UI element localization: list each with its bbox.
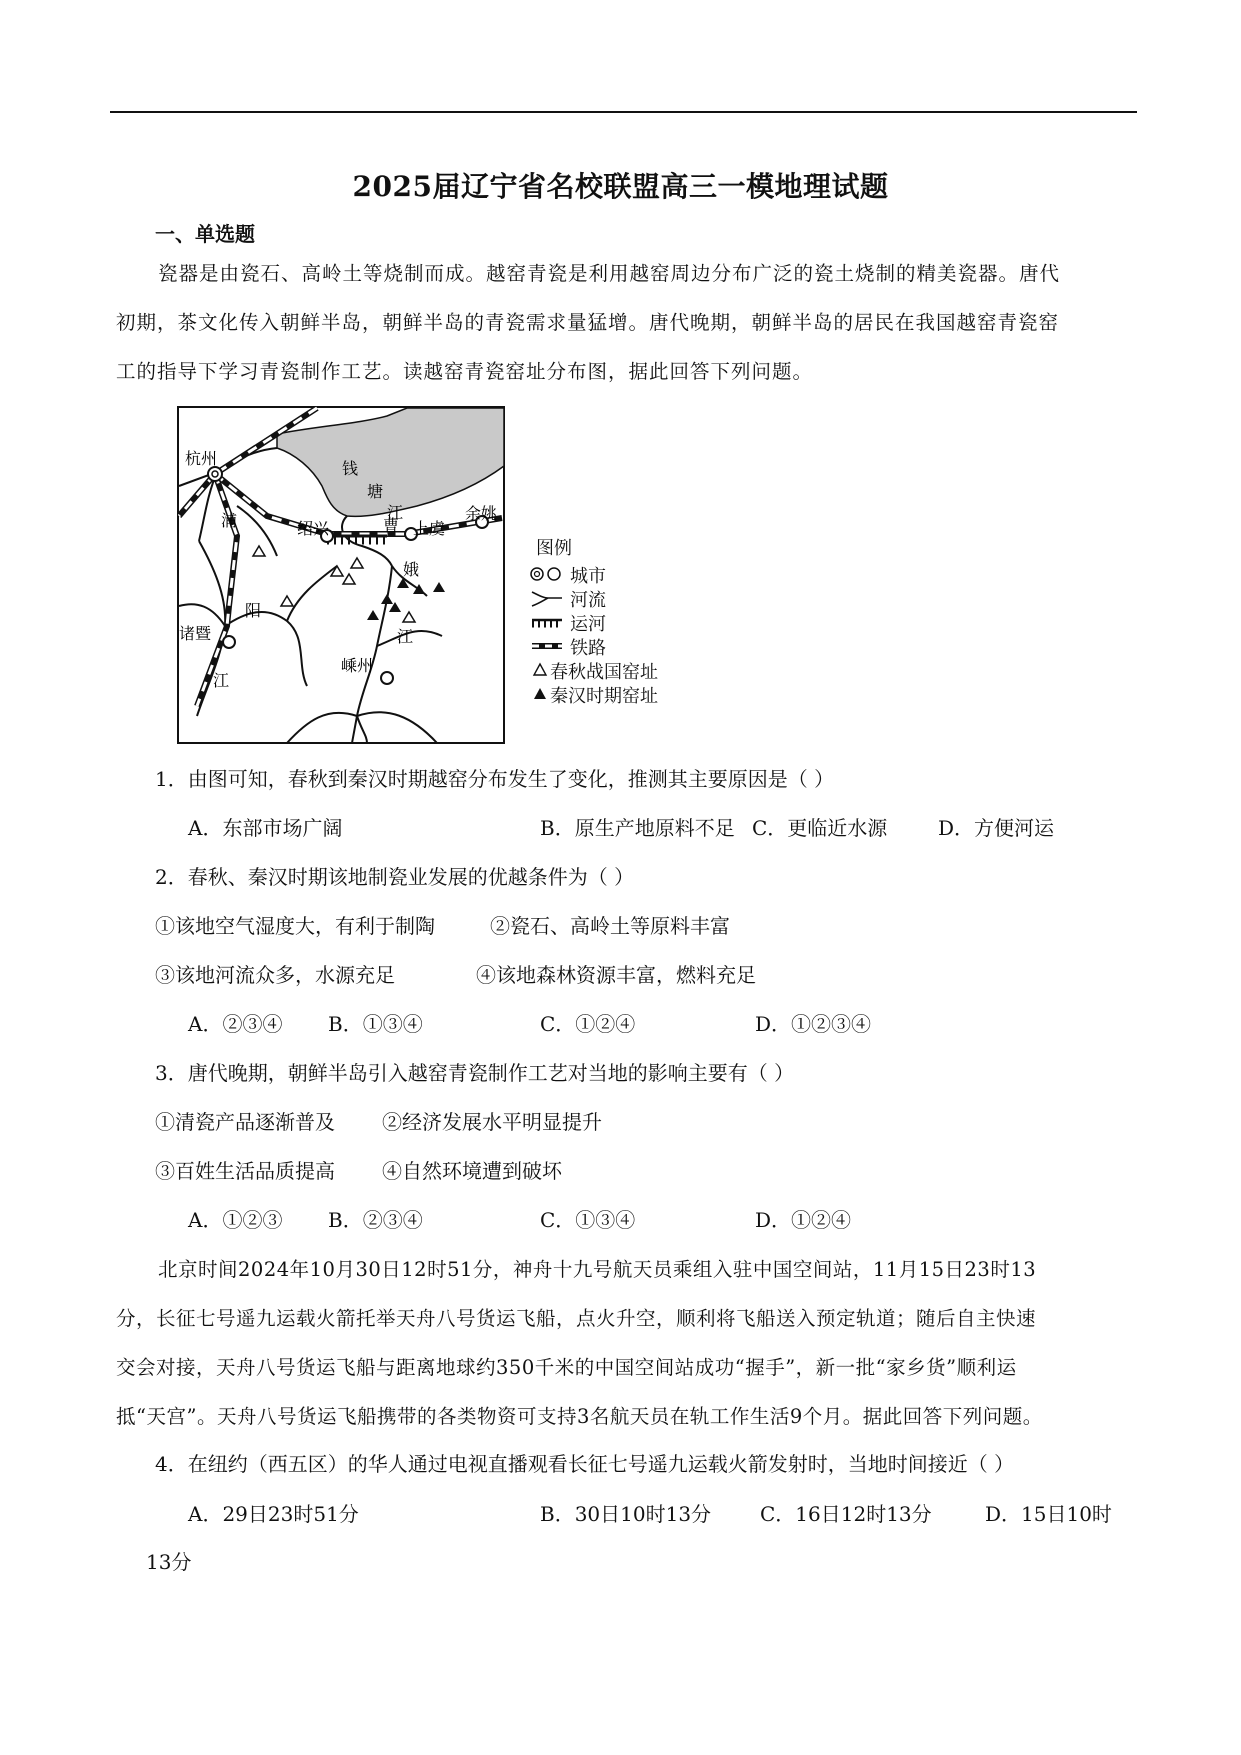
question-3-option-d[interactable]: D．①②④ [755,1208,852,1232]
question-1-option-d[interactable]: D．方便河运 [938,816,1055,840]
qin-han-kiln-icon [532,686,548,702]
legend-spring-autumn-kiln: 春秋战国窑址 [550,662,658,683]
question-1-option-b[interactable]: B．原生产地原料不足 [540,816,735,840]
passage-2 [116,1245,1136,1441]
legend-qin-han-kiln: 秦汉时期窑址 [550,686,658,707]
river-label-qian: 钱 [342,459,359,478]
question-3-option-a[interactable]: A．①②③ [188,1208,283,1232]
map-figure [177,406,505,744]
question-3-option-c[interactable]: C．①③④ [540,1208,636,1232]
section-heading: 一、单选题 [155,222,255,246]
question-3-statement-4: ④自然环境遭到破坏 [382,1159,562,1183]
question-2-option-c[interactable]: C．①②④ [540,1012,636,1036]
river-label-jiang-3: 江 [397,627,414,646]
passage-1-line: 初期，茶文化传入朝鲜半岛，朝鲜半岛的青瓷需求量猛增。唐代晚期，朝鲜半岛的居民在我国越窑青瓷窑 [116,311,1060,334]
passage-2-line: 分，长征七号遥九运载火箭托举天舟八号货运飞船，点火升空，顺利将飞船送入预定轨道；随后自主快速 [116,1307,1037,1330]
question-2-statement-2: ②瓷石、高岭土等原料丰富 [490,914,730,938]
legend-river: 河流 [570,590,606,611]
question-1-option-c[interactable]: C．更临近水源 [752,816,888,840]
question-2-statement-4: ④该地森林资源丰富，燃料充足 [476,963,756,987]
river-label-tang: 塘 [367,482,384,501]
question-4-option-a[interactable]: A．29日23时51分 [188,1502,359,1526]
question-2-statement-1: ①该地空气湿度大，有利于制陶 [155,914,435,938]
passage-2-line: 抵“天宫”。天舟八号货运飞船携带的各类物资可支持3名航天员在轨工作生活9个月。据此回答下列问题。 [116,1405,1043,1428]
question-4-stem: 4．在纽约（西五区）的华人通过电视直播观看长征七号遥九运载火箭发射时，当地时间接近（ ） [155,1452,1015,1476]
city-symbol-icon [530,564,564,584]
city-label-yuyao: 余姚 [465,504,498,523]
railway-symbol-icon [530,636,564,656]
river-label-e: 娥 [403,560,420,579]
river-symbol-icon [530,588,564,608]
question-4-option-c[interactable]: C．16日12时13分 [760,1502,932,1526]
question-4-option-d-continued: 13分 [146,1550,192,1574]
canal-symbol-icon [530,612,564,632]
question-2-option-a[interactable]: A．②③④ [188,1012,283,1036]
legend-canal: 运河 [570,614,606,635]
question-2-stem: 2．春秋、秦汉时期该地制瓷业发展的优越条件为（ ） [155,865,635,889]
kiln-site-map [177,406,505,744]
passage-1-line: 工的指导下学习青瓷制作工艺。读越窑青瓷窑址分布图，据此回答下列问题。 [116,360,814,383]
city-label-shaoxing: 绍兴 [297,519,330,538]
spring-autumn-kiln-icon [532,662,548,678]
map-legend [530,534,750,714]
passage-1-line: 瓷器是由瓷石、高岭土等烧制而成。越窑青瓷是利用越窑周边分布广泛的瓷土烧制的精美瓷器。唐代 [158,262,1061,285]
river-label-pu: 浦 [221,511,238,530]
question-2-option-d[interactable]: D．①②③④ [755,1012,872,1036]
city-label-shengzhou: 嵊州 [341,656,374,675]
question-4-option-b[interactable]: B．30日10时13分 [540,1502,712,1526]
river-label-jiang-2: 江 [213,671,230,690]
passage-2-line: 交会对接，天舟八号货运飞船与距离地球约350千米的中国空间站成功“握手”，新一批“家乡货”顺利运 [116,1356,1017,1379]
question-2-option-b[interactable]: B．①③④ [328,1012,423,1036]
river-label-cao: 曹 [383,516,400,535]
header-rule [110,111,1137,113]
question-3-option-b[interactable]: B．②③④ [328,1208,423,1232]
question-1-option-a[interactable]: A．东部市场广阔 [188,816,343,840]
passage-2-line: 北京时间2024年10月30日12时51分，神舟十九号航天员乘组入驻中国空间站，11月15日23时13 [158,1258,1037,1281]
question-3-statement-1: ①清瓷产品逐渐普及 [155,1110,335,1134]
question-3-statement-2: ②经济发展水平明显提升 [382,1110,602,1134]
page-title: 2025届辽宁省名校联盟高三一模地理试题 [352,170,889,203]
question-2-statement-3: ③该地河流众多，水源充足 [155,963,395,987]
question-3-stem: 3．唐代晚期，朝鲜半岛引入越窑青瓷制作工艺对当地的影响主要有（ ） [155,1061,795,1085]
river-label-jiang-1: 江 [387,503,404,522]
legend-city: 城市 [570,566,606,587]
city-label-zhuji: 诸暨 [179,624,212,643]
river-label-yang: 阳 [245,601,262,620]
legend-title: 图例 [536,538,572,559]
city-label-shangyu: 上虞 [413,519,446,538]
question-4-option-d[interactable]: D．15日10时 [985,1502,1112,1526]
question-3-statement-3: ③百姓生活品质提高 [155,1159,335,1183]
passage-1 [116,249,1136,396]
legend-railway: 铁路 [570,638,606,659]
question-1-stem: 1．由图可知，春秋到秦汉时期越窑分布发生了变化，推测其主要原因是（ ） [155,767,835,791]
city-label-hangzhou: 杭州 [185,449,218,468]
